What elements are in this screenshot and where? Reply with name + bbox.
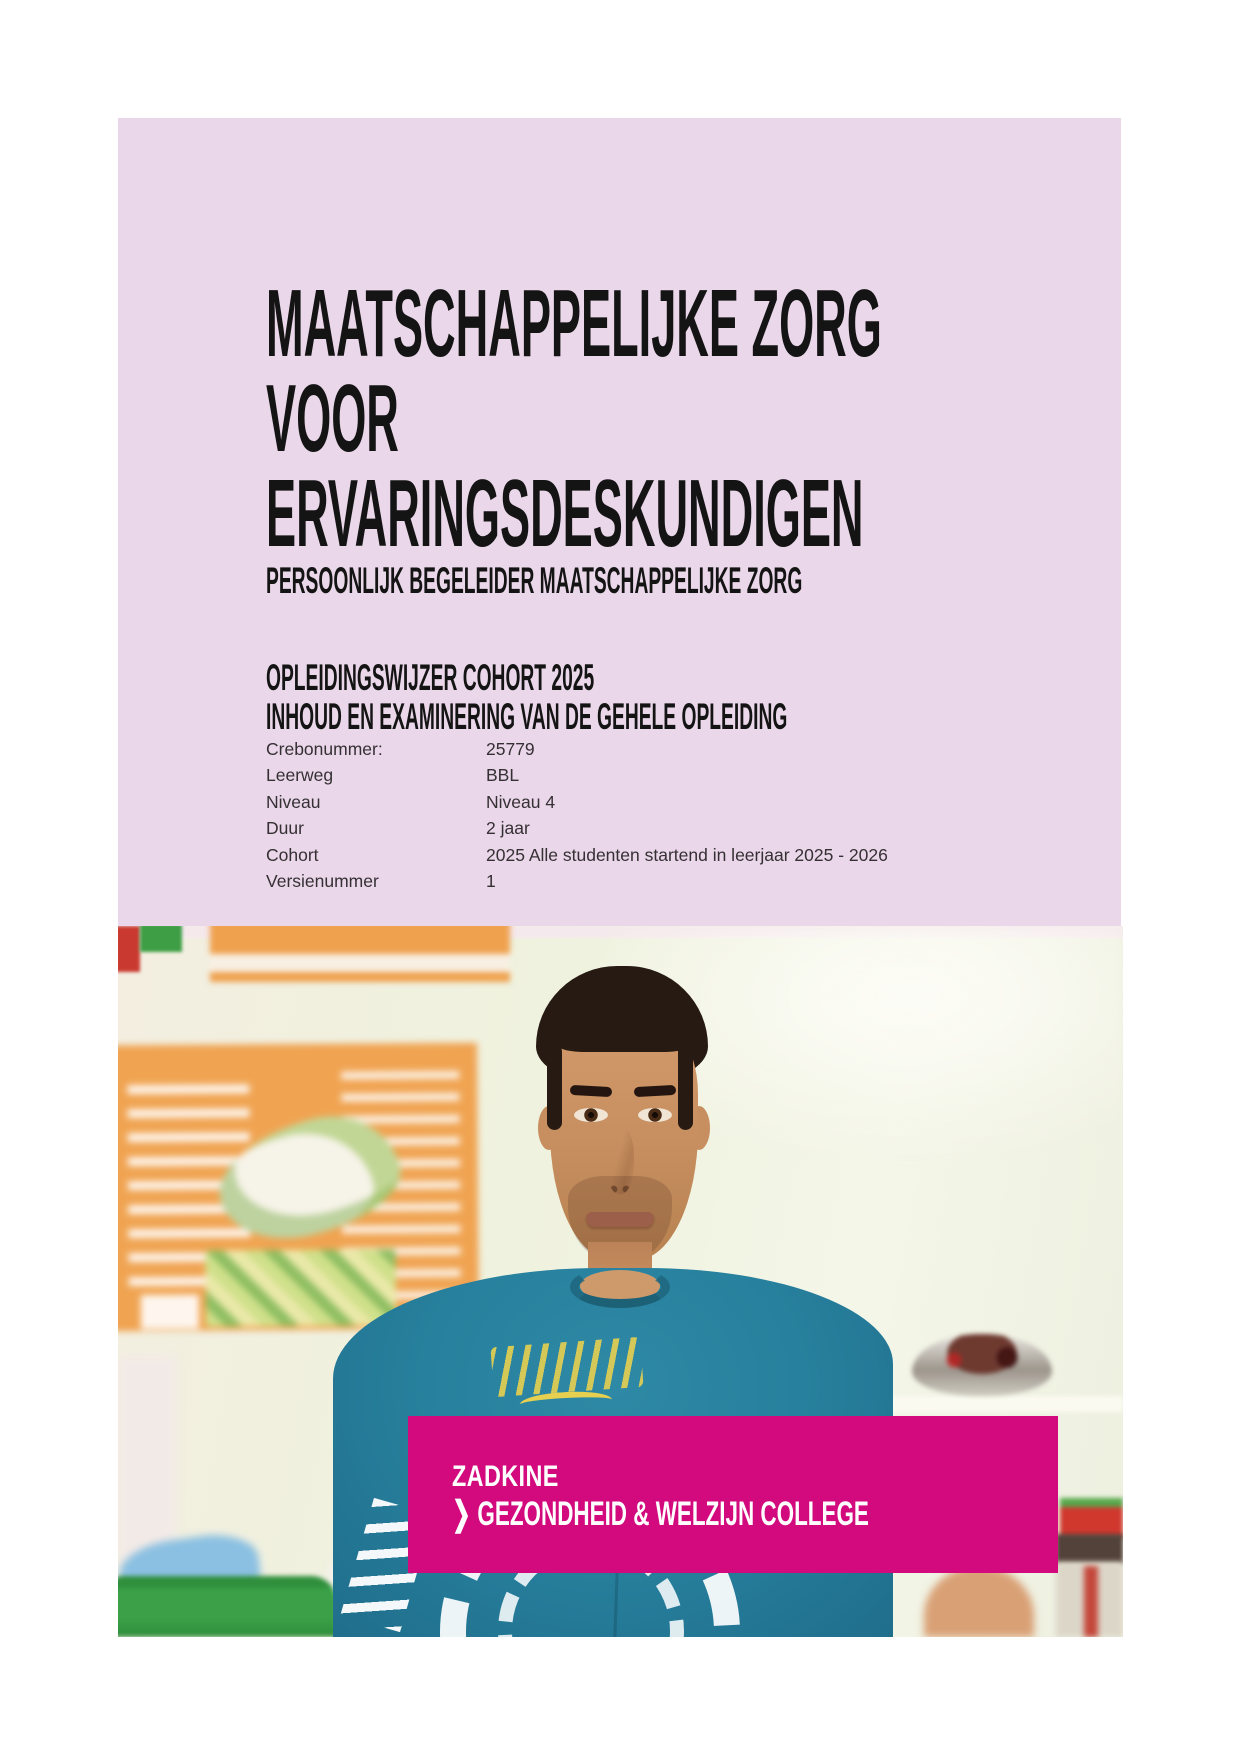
meta-label: Leerweg — [266, 765, 334, 786]
meta-row-duur — [266, 815, 888, 841]
heading-line-1: OPLEIDINGSWIJZER COHORT 2025 — [266, 657, 595, 698]
photo-green-chip — [140, 926, 182, 952]
board-photo-card — [205, 1249, 396, 1326]
tshirt-collar — [570, 1266, 670, 1308]
meta-value: 2025 Alle studenten startend in leerjaar 2025 - 2026 — [486, 844, 888, 865]
zadkine-logo: ZADKINE — [452, 1460, 559, 1493]
meta-value: Niveau 4 — [486, 791, 556, 812]
student-hairline — [548, 992, 700, 1052]
college-name-label: GEZONDHEID & WELZIJN COLLEGE — [477, 1495, 869, 1533]
meta-label: Duur — [266, 818, 304, 839]
photo-red-chip — [118, 926, 140, 972]
page-subtitle: PERSOONLIJK BEGELEIDER MAATSCHAPPELIJKE ZORG — [266, 560, 803, 601]
student-temple-right — [678, 1044, 693, 1130]
student-temple-left — [547, 1044, 562, 1130]
meta-value: BBL — [486, 765, 520, 786]
photo-shelf — [873, 1396, 1123, 1412]
page-title — [266, 270, 1240, 568]
cover-pink-panel — [118, 118, 1121, 926]
photo-green-bin — [118, 1576, 337, 1637]
student-eyebrow-left — [570, 1085, 612, 1097]
meta-row-crebonummer — [266, 736, 888, 762]
title-line-2: VOOR — [266, 365, 399, 473]
section-heading — [266, 658, 1240, 736]
meta-value: 1 — [486, 871, 496, 892]
tshirt-yellow-print — [490, 1337, 643, 1397]
college-name — [452, 1494, 1084, 1534]
meta-row-niveau — [266, 789, 888, 815]
photo-dark-shelf — [1056, 1534, 1123, 1564]
board-tag — [141, 1295, 199, 1329]
photo-chair-leg — [1084, 1566, 1098, 1637]
student-mouth — [586, 1212, 654, 1227]
meta-row-leerweg — [266, 762, 888, 788]
meta-label: Niveau — [266, 791, 321, 812]
meta-row-versienummer — [266, 868, 888, 894]
course-meta-table — [266, 736, 888, 894]
meta-label: Cohort — [266, 844, 319, 865]
heading-line-2: INHOUD EN EXAMINERING VAN DE GEHELE OPLEIDING — [266, 696, 788, 737]
chevron-icon: ❯ — [452, 1495, 471, 1533]
meta-label: Crebonummer: — [266, 739, 383, 759]
bulletin-board — [118, 1043, 479, 1332]
student-eye-left — [574, 1108, 608, 1122]
zadkine-banner — [408, 1416, 1058, 1573]
meta-label: Versienummer — [266, 871, 379, 892]
meta-row-cohort — [266, 842, 888, 868]
photo-poster-top — [210, 926, 510, 982]
photo-door-edge — [118, 1356, 176, 1568]
student-eye-right — [638, 1108, 672, 1122]
meta-value: 2 jaar — [486, 818, 530, 839]
meta-value: 25779 — [486, 739, 535, 759]
title-line-3: ERVARINGSDESKUNDIGEN — [266, 460, 864, 568]
title-line-1: MAATSCHAPPELIJKE ZORG — [266, 270, 882, 377]
